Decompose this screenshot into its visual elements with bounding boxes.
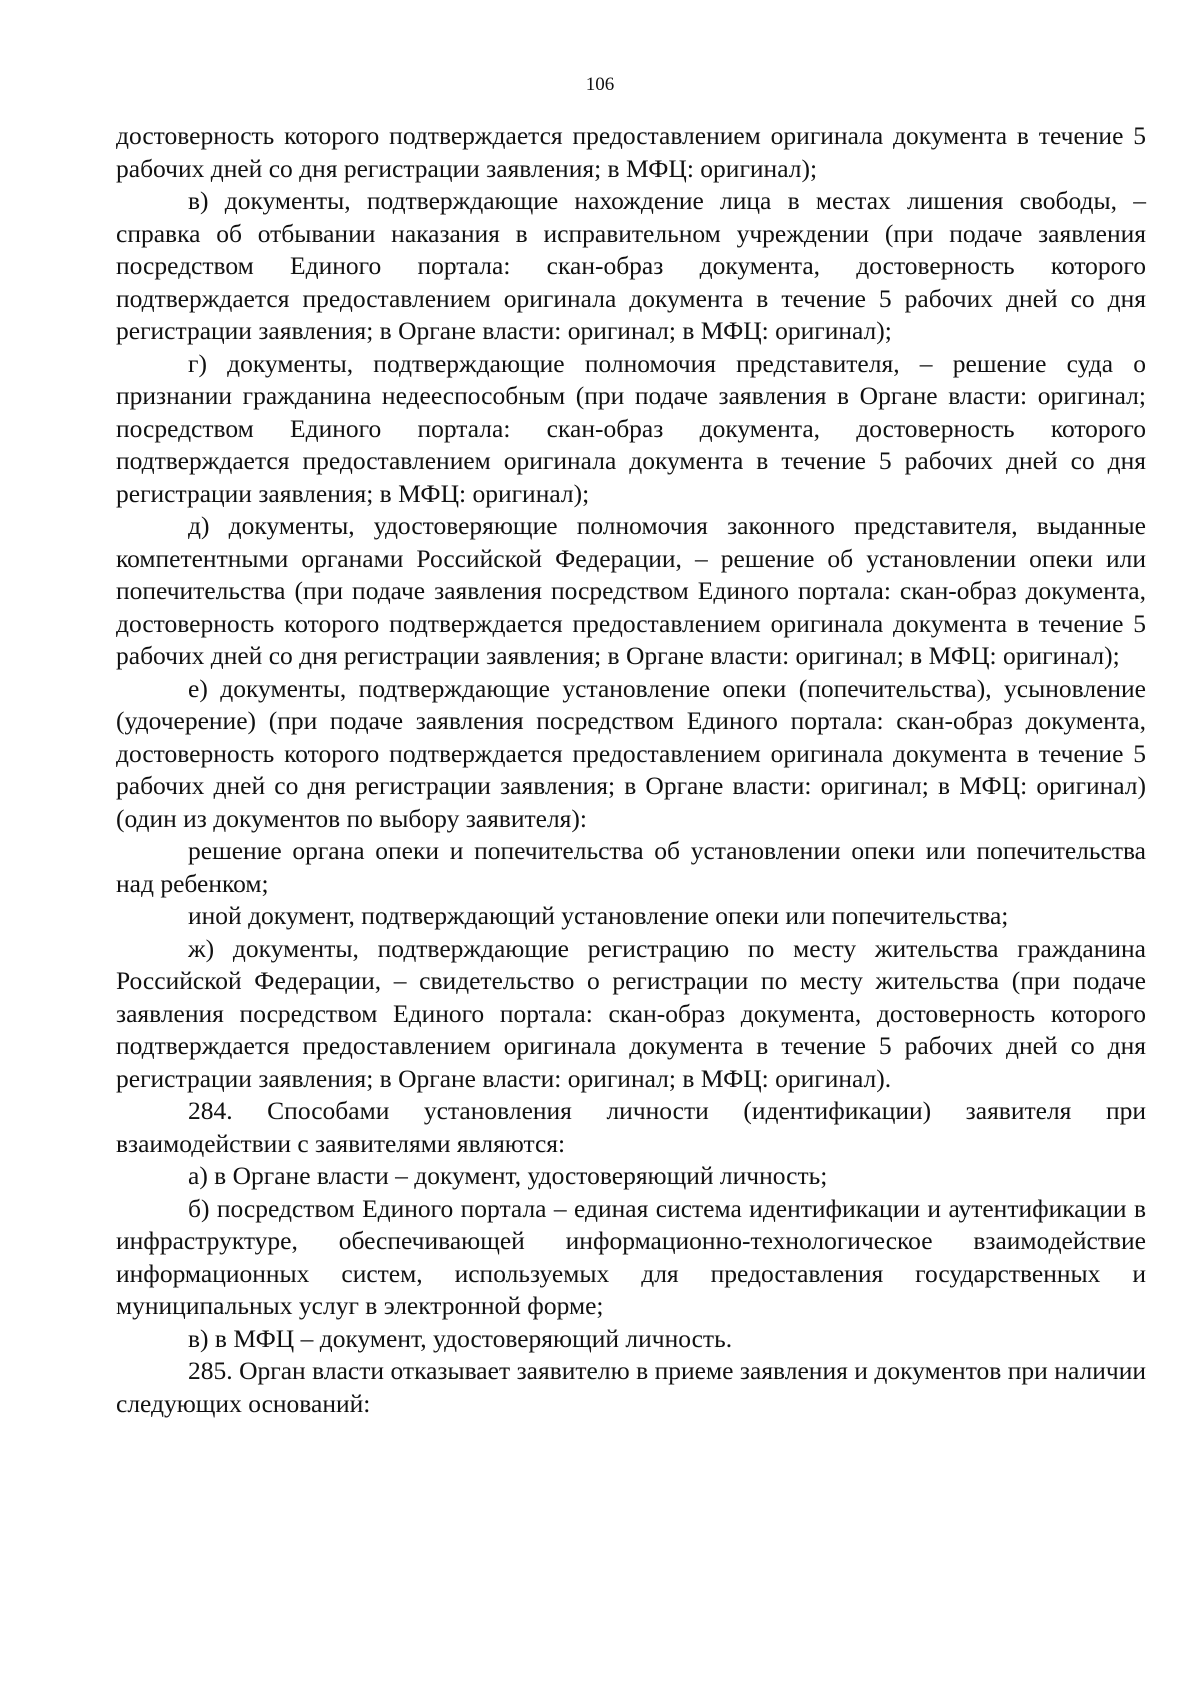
paragraph-item-e: е) документы, подтверждающие установление опеки (попечительства), усыновление (удочерение) (при подаче заявления посредством Единого портала: скан-образ документа, достоверность которого подтверждается предоставлением оригинала документа в течение 5 рабочих дней со дня регистрации заявления; в Органе власти: оригинал; в МФЦ: оригинал) (один из документов по выбору заявителя):	[116, 673, 1146, 833]
paragraph-item-v: в) документы, подтверждающие нахождение лица в местах лишения свободы, – справка об отбывании наказания в исправительном учреждении (при подаче заявления посредством Единого портала: скан-образ документа, достоверность которого подтверждается предоставлением оригинала документа в течение 5 рабочих дней со дня регистрации заявления; в Органе власти: оригинал; в МФЦ: оригинал);	[116, 186, 1146, 345]
paragraph-continuation: достоверность которого подтверждается предоставлением оригинала документа в течение 5 рабочих дней со дня регистрации заявления; в МФЦ: оригинал);	[116, 121, 1146, 183]
paragraph-284-a: а) в Органе власти – документ, удостоверяющий личность;	[188, 1161, 828, 1190]
paragraph-284-v: в) в МФЦ – документ, удостоверяющий личность.	[188, 1323, 733, 1353]
paragraph-item-d: д) документы, удостоверяющие полномочия законного представителя, выданные компетентными органами Российской Федерации, – решение об установлении опеки или попечительства (при подаче заявления посредством Единого портала: скан-образ документа, достоверность которого подтверждается предоставлением оригинала документа в течение 5 рабочих дней со дня регистрации заявления; в Органе власти: оригинал; в МФЦ: оригинал);	[116, 511, 1146, 670]
paragraph-284: 284. Способами установления личности (идентификации) заявителя при взаимодействии с заявителями являются:	[116, 1096, 1146, 1158]
paragraph-284-b: б) посредством Единого портала – единая система идентификации и аутентификации в инфраструктуре, обеспечивающей информационно-технологическое взаимодействие информационных систем, используемых для предоставления государственных и муниципальных услуг в электронной форме;	[116, 1193, 1146, 1320]
paragraph-285: 285. Орган власти отказывает заявителю в приеме заявления и документов при наличии следующих оснований:	[116, 1356, 1146, 1418]
paragraph-item-zh: ж) документы, подтверждающие регистрацию по месту жительства гражданина Российской Федерации, – свидетельство о регистрации по месту жительства (при подаче заявления посредством Единого портала: скан-образ документа, достоверность которого подтверждается предоставлением оригинала документа в течение 5 рабочих дней со дня регистрации заявления; в Органе власти: оригинал; в МФЦ: оригинал).	[116, 933, 1146, 1093]
page-number: 106	[585, 74, 615, 95]
paragraph-guardianship-decision: решение органа опеки и попечительства об установлении опеки или попечительства над ребенком;	[116, 836, 1146, 898]
paragraph-item-g: г) документы, подтверждающие полномочия представителя, – решение суда о признании гражданина недееспособным (при подаче заявления в Органе власти: оригинал; посредством Единого портала: скан-образ документа, достоверность которого подтверждается предоставлением оригинала документа в течение 5 рабочих дней со дня регистрации заявления; в МФЦ: оригинал);	[116, 348, 1146, 508]
paragraph-other-document: иной документ, подтверждающий установление опеки или попечительства;	[188, 901, 1009, 930]
document-body	[116, 120, 1146, 1420]
